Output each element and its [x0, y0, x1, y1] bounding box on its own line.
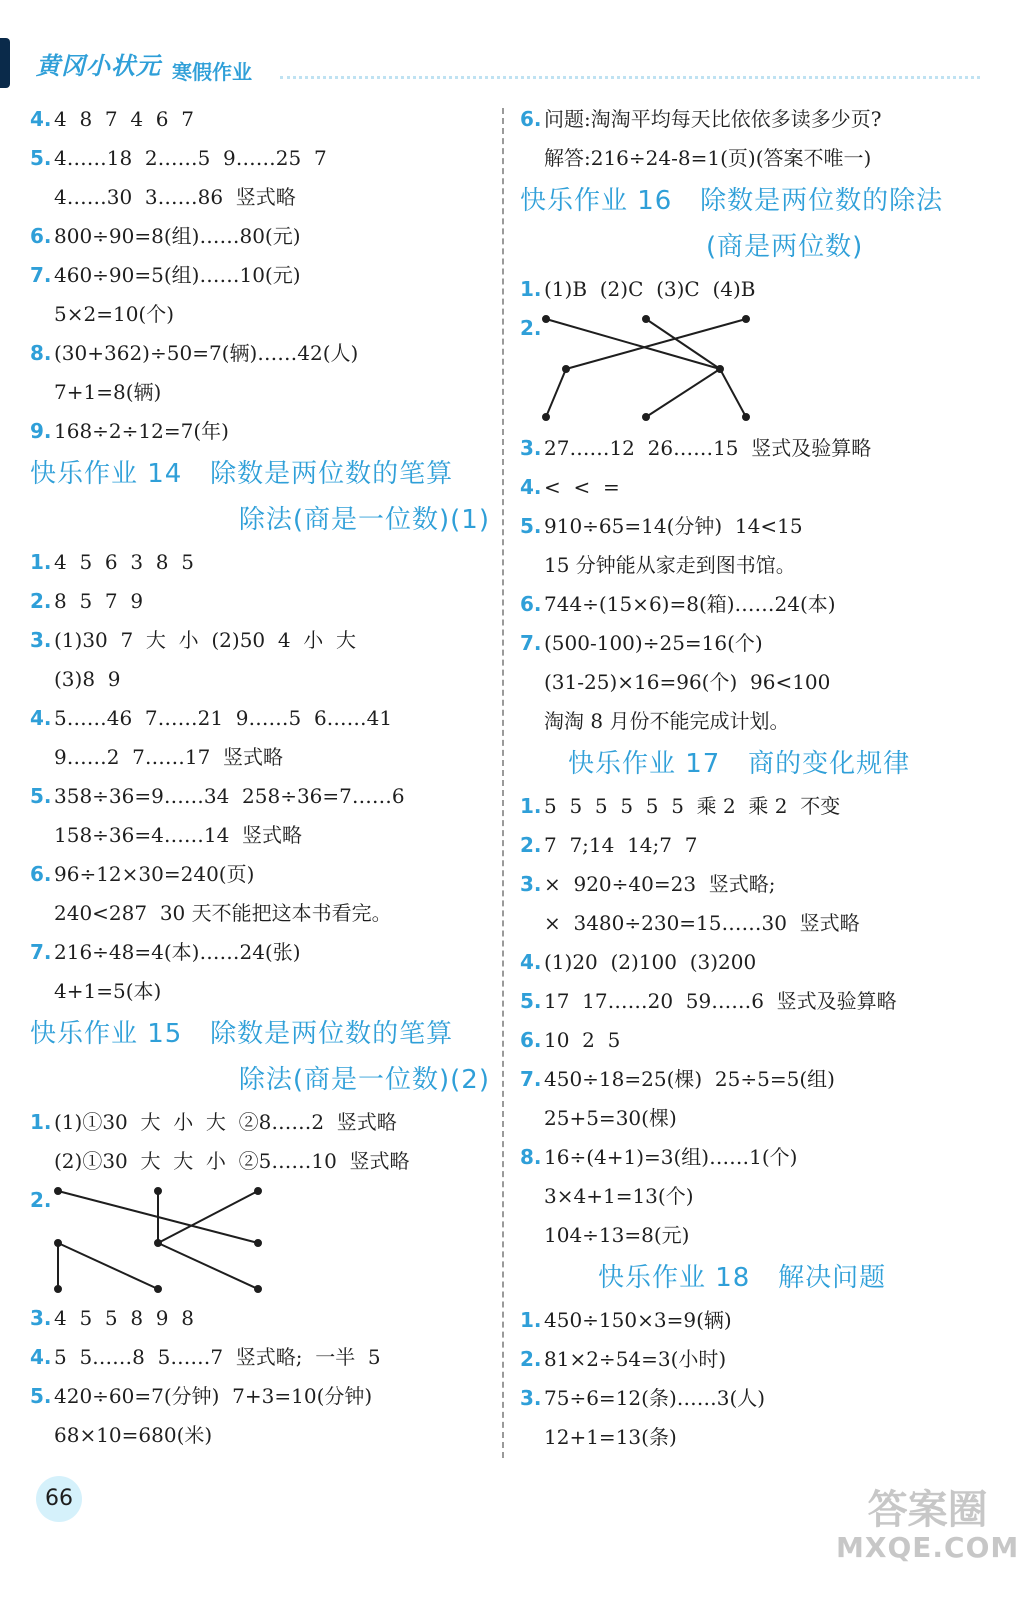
- answer-line: [30, 139, 490, 178]
- item-number: 2.: [520, 1347, 542, 1371]
- answer-text: 问题:淘淘平均每天比依依多读多少页?: [544, 107, 882, 131]
- answer-line: [520, 139, 990, 178]
- diagram-dot: [255, 1188, 261, 1194]
- answer-text: 16÷(4+1)=3(组)……1(个): [544, 1145, 798, 1169]
- answer-line: [520, 1021, 990, 1060]
- answer-line: [30, 217, 490, 256]
- answer-line: [30, 1377, 490, 1416]
- item-number: 5.: [520, 514, 542, 538]
- answer-text: 800÷90=8(组)……80(元): [54, 224, 301, 248]
- answer-text: (31-25)×16=96(个) 96<100: [544, 670, 831, 694]
- answer-text: 4 8 7 4 6 7: [54, 107, 194, 131]
- item-number: 6.: [520, 107, 542, 131]
- matching-lines-figure: [520, 309, 820, 429]
- answer-list: [30, 1299, 490, 1455]
- answer-line: [30, 543, 490, 582]
- answer-text: (30+362)÷50=7(辆)……42(人): [54, 341, 359, 365]
- answer-line: [30, 1142, 490, 1181]
- answer-line: [520, 1340, 990, 1379]
- item-number: 5.: [30, 1384, 52, 1408]
- answer-text: 216÷48=4(本)……24(张): [54, 940, 301, 964]
- answer-line: [520, 624, 990, 663]
- answer-text: 420÷60=7(分钟) 7+3=10(分钟): [54, 1384, 373, 1408]
- item-number: 5.: [30, 146, 52, 170]
- answer-text: 81×2÷54=3(小时): [544, 1347, 727, 1371]
- answer-list: [520, 787, 990, 1255]
- answer-line: [30, 1103, 490, 1142]
- answer-text: 4 5 6 3 8 5: [54, 550, 194, 574]
- answer-text: 460÷90=5(组)……10(元): [54, 263, 301, 287]
- item-number: 8.: [520, 1145, 542, 1169]
- connector-line: [546, 319, 720, 369]
- answer-line: [520, 1216, 990, 1255]
- section-title: 快乐作业 16 除数是两位数的除法: [520, 186, 944, 216]
- answer-text: < < =: [544, 475, 620, 499]
- answer-text: 9……2 7……17 竖式略: [54, 745, 284, 769]
- item-number: 6.: [520, 1028, 542, 1052]
- answer-line: [30, 334, 490, 373]
- item-number: 7.: [520, 631, 542, 655]
- answer-line: [30, 100, 490, 139]
- item-number: 5.: [30, 784, 52, 808]
- answer-text: 450÷150×3=9(辆): [544, 1308, 732, 1332]
- answer-text: (500-100)÷25=16(个): [544, 631, 763, 655]
- section-subtitle: 除法(商是一位数)(1): [238, 505, 490, 535]
- watermark-logo: [836, 1488, 1019, 1564]
- answer-text: 744÷(15×6)=8(箱)……24(本): [544, 592, 836, 616]
- answer-line: [520, 429, 990, 468]
- item-number: 1.: [520, 794, 542, 818]
- answer-text: 104÷13=8(元): [544, 1223, 690, 1247]
- answer-line: [30, 295, 490, 334]
- answer-text: 15 分钟能从家走到图书馆。: [544, 553, 796, 577]
- answer-text: 158÷36=4……14 竖式略: [54, 823, 303, 847]
- item-number: 2.: [520, 316, 542, 340]
- answer-line: [30, 933, 490, 972]
- answer-text: 358÷36=9……34 258÷36=7……6: [54, 784, 405, 808]
- connector-line: [158, 1243, 258, 1289]
- item-number: 3.: [520, 436, 542, 460]
- answer-line: [30, 699, 490, 738]
- item-number: 6.: [30, 862, 52, 886]
- answer-text: 4 5 5 8 9 8: [54, 1306, 194, 1330]
- answer-line: [520, 546, 990, 585]
- answer-text: (1)30 7 大 小 (2)50 4 小 大: [54, 628, 357, 652]
- answer-text: 4+1=5(本): [54, 979, 162, 1003]
- item-number: 2.: [520, 833, 542, 857]
- answer-text: 27……12 26……15 竖式及验算略: [544, 436, 872, 460]
- section-title: 快乐作业 17 商的变化规律: [568, 749, 911, 779]
- answer-line: [520, 663, 990, 702]
- page-number-badge: 66: [36, 1476, 82, 1522]
- section-title: 快乐作业 14 除数是两位数的笔算: [30, 459, 454, 489]
- column-divider: [502, 108, 504, 1458]
- answer-text: 910÷65=14(分钟) 14<15: [544, 514, 803, 538]
- answer-line: [30, 972, 490, 1011]
- answer-text: 10 2 5: [544, 1028, 621, 1052]
- answer-text: × 3480÷230=15……30 竖式略: [544, 911, 860, 935]
- section-title: 快乐作业 18 解决问题: [598, 1263, 887, 1293]
- diagram-dot: [55, 1240, 61, 1246]
- answer-line: [520, 1099, 990, 1138]
- answer-text: 68×10=680(米): [54, 1423, 213, 1447]
- item-number: 4.: [520, 475, 542, 499]
- answer-text: (1)B (2)C (3)C (4)B: [544, 277, 756, 301]
- answer-line: [520, 1060, 990, 1099]
- diagram-dot: [717, 366, 723, 372]
- diagram-dot: [743, 316, 749, 322]
- answer-line: [30, 816, 490, 855]
- connector-line: [158, 1191, 258, 1243]
- left-column: [30, 100, 490, 1455]
- diagram-dot: [255, 1240, 261, 1246]
- answer-line: [30, 855, 490, 894]
- answer-text: 4……18 2……5 9……25 7: [54, 146, 327, 170]
- brand-logo-text: 黄冈小状元: [36, 52, 161, 80]
- diagram-dot: [55, 1286, 61, 1292]
- item-number: 6.: [520, 592, 542, 616]
- answer-line: [520, 270, 990, 309]
- item-number: 8.: [30, 341, 52, 365]
- answer-line: [30, 412, 490, 451]
- answer-line: [30, 621, 490, 660]
- answer-line: [30, 660, 490, 699]
- item-number: 9.: [30, 419, 52, 443]
- answer-text: 7 7;14 14;7 7: [544, 833, 698, 857]
- answer-text: 168÷2÷12=7(年): [54, 419, 229, 443]
- item-number: 4.: [30, 1345, 52, 1369]
- item-number: 5.: [520, 989, 542, 1013]
- answer-line: [520, 904, 990, 943]
- item-number: 3.: [520, 1386, 542, 1410]
- watermark-line: MXQE.COM: [836, 1531, 1020, 1564]
- answer-text: 5×2=10(个): [54, 302, 175, 326]
- item-number: 7.: [30, 263, 52, 287]
- item-number: 3.: [30, 628, 52, 652]
- diagram-dot: [155, 1188, 161, 1194]
- item-number: 3.: [30, 1306, 52, 1330]
- item-number: 4.: [30, 107, 52, 131]
- matching-lines-figure: [30, 1181, 330, 1299]
- item-number: 7.: [520, 1067, 542, 1091]
- item-number: 1.: [30, 550, 52, 574]
- answer-text: 3×4+1=13(个): [544, 1184, 694, 1208]
- answer-list: [520, 1301, 990, 1457]
- diagram-dot: [643, 316, 649, 322]
- answer-list: [30, 543, 490, 1011]
- answer-text: 96÷12×30=240(页): [54, 862, 255, 886]
- connector-line: [720, 369, 746, 417]
- diagram-dot: [55, 1188, 61, 1194]
- section-subtitle: 除法(商是一位数)(2): [238, 1065, 490, 1095]
- answer-line: [520, 1177, 990, 1216]
- section-title: 快乐作业 15 除数是两位数的笔算: [30, 1019, 454, 1049]
- answer-text: 5……46 7……21 9……5 6……41: [54, 706, 393, 730]
- item-number: 1.: [30, 1110, 52, 1134]
- page-header: [0, 30, 1031, 90]
- diagram-dot: [543, 316, 549, 322]
- matching-diagram: [520, 309, 990, 429]
- item-number: 7.: [30, 940, 52, 964]
- answer-list: [30, 1103, 490, 1181]
- item-number: 2.: [30, 589, 52, 613]
- answer-line: [520, 585, 990, 624]
- answer-text: 4……30 3……86 竖式略: [54, 185, 296, 209]
- header-dotted-rule: [280, 76, 980, 79]
- connector-line: [58, 1243, 158, 1289]
- answer-line: [30, 777, 490, 816]
- connector-line: [646, 369, 720, 417]
- answer-line: [30, 1416, 490, 1455]
- section-subtitle: (商是两位数): [706, 232, 864, 262]
- answer-line: [520, 826, 990, 865]
- answer-line: [30, 582, 490, 621]
- answer-text: (2)①30 大 大 小 ②5……10 竖式略: [54, 1149, 410, 1173]
- diagram-dot: [643, 414, 649, 420]
- item-number: 2.: [30, 1188, 52, 1212]
- answer-text: 5 5……8 5……7 竖式略; 一半 5: [54, 1345, 381, 1369]
- answer-text: 75÷6=12(条)……3(人): [544, 1386, 766, 1410]
- answer-list: [520, 429, 990, 741]
- answer-line: [30, 178, 490, 217]
- item-number: 4.: [520, 950, 542, 974]
- answer-list: [520, 100, 990, 178]
- series-title: 寒假作业: [172, 60, 252, 84]
- answer-line: [520, 787, 990, 826]
- answer-line: [30, 1338, 490, 1377]
- answer-line: [520, 1379, 990, 1418]
- answer-list: [30, 100, 490, 451]
- answer-line: [520, 1301, 990, 1340]
- diagram-dot: [255, 1286, 261, 1292]
- answer-text: 12+1=13(条): [544, 1425, 677, 1449]
- answer-text: (1)①30 大 小 大 ②8……2 竖式略: [54, 1110, 397, 1134]
- answer-text: (3)8 9: [54, 667, 121, 691]
- watermark-line: 答案圈: [867, 1487, 988, 1533]
- header-edge-bar: [0, 38, 10, 88]
- item-number: 4.: [30, 706, 52, 730]
- answer-line: [520, 100, 990, 139]
- answer-line: [520, 507, 990, 546]
- diagram-dot: [155, 1286, 161, 1292]
- diagram-dot: [543, 414, 549, 420]
- answer-text: 7+1=8(辆): [54, 380, 162, 404]
- answer-text: × 920÷40=23 竖式略;: [544, 872, 776, 896]
- answer-line: [30, 373, 490, 412]
- diagram-dot: [563, 366, 569, 372]
- answer-text: 8 5 7 9: [54, 589, 144, 613]
- answer-line: [520, 1138, 990, 1177]
- right-column: [520, 100, 990, 1457]
- answer-text: 5 5 5 5 5 5 乘 2 乘 2 不变: [544, 794, 841, 818]
- answer-text: 25+5=30(棵): [544, 1106, 677, 1130]
- diagram-dot: [155, 1240, 161, 1246]
- answer-text: 17 17……20 59……6 竖式及验算略: [544, 989, 897, 1013]
- answer-line: [30, 894, 490, 933]
- answer-line: [520, 468, 990, 507]
- item-number: 1.: [520, 1308, 542, 1332]
- answer-line: [520, 982, 990, 1021]
- item-number: 1.: [520, 277, 542, 301]
- answer-line: [520, 1418, 990, 1457]
- answer-line: [520, 702, 990, 741]
- answer-line: [30, 256, 490, 295]
- answer-line: [520, 943, 990, 982]
- answer-text: 240<287 30 天不能把这本书看完。: [54, 901, 392, 925]
- answer-line: [30, 738, 490, 777]
- answer-list: [520, 270, 990, 309]
- diagram-dot: [743, 414, 749, 420]
- item-number: 6.: [30, 224, 52, 248]
- answer-text: 淘淘 8 月份不能完成计划。: [544, 709, 790, 733]
- connector-line: [546, 369, 566, 417]
- answer-text: 450÷18=25(棵) 25÷5=5(组): [544, 1067, 835, 1091]
- answer-line: [30, 1299, 490, 1338]
- answer-text: (1)20 (2)100 (3)200: [544, 950, 757, 974]
- item-number: 3.: [520, 872, 542, 896]
- answer-text: 解答:216÷24-8=1(页)(答案不唯一): [544, 146, 872, 170]
- matching-diagram: [30, 1181, 490, 1299]
- answer-line: [520, 865, 990, 904]
